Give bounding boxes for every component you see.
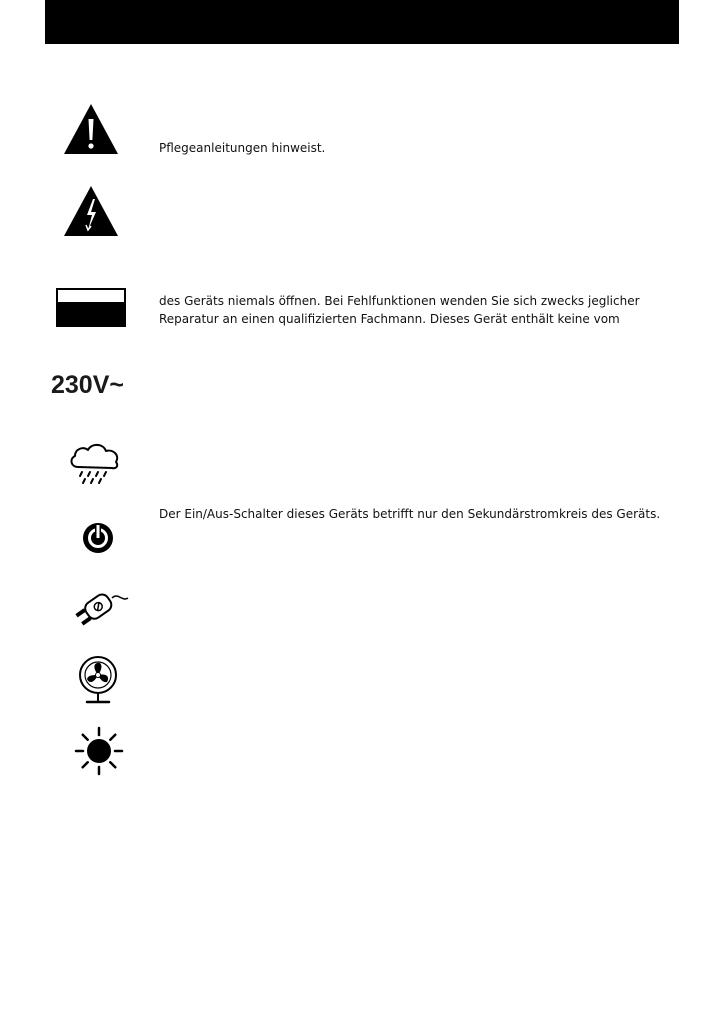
exclamation-triangle-icon <box>62 102 120 156</box>
sun-icon <box>74 726 124 776</box>
safety-text-3-line-1: des Geräts niemals öffnen. Bei Fehlfunktionen wenden Sie sich zwecks jeglicher <box>159 294 640 308</box>
safety-text-6-line-1: Der Ein/Aus-Schalter dieses Geräts betrifft nur den Sekundärstromkreis des Geräts. <box>159 507 661 521</box>
fan-icon <box>74 655 122 707</box>
lightning-triangle-icon <box>62 184 120 238</box>
safety-text-3-line-2: Reparatur an einen qualifizierten Fachmann. Dieses Gerät enthält keine vom <box>159 312 620 326</box>
rain-cloud-icon <box>66 441 124 487</box>
housing-cover-icon <box>56 288 126 327</box>
voltage-label: 230V~ <box>51 371 124 399</box>
safety-text-1-line-1: Pflegeanleitungen hinweist. <box>159 141 326 155</box>
header-bar <box>45 0 679 44</box>
power-plug-icon <box>70 586 132 628</box>
power-button-icon <box>80 516 116 556</box>
